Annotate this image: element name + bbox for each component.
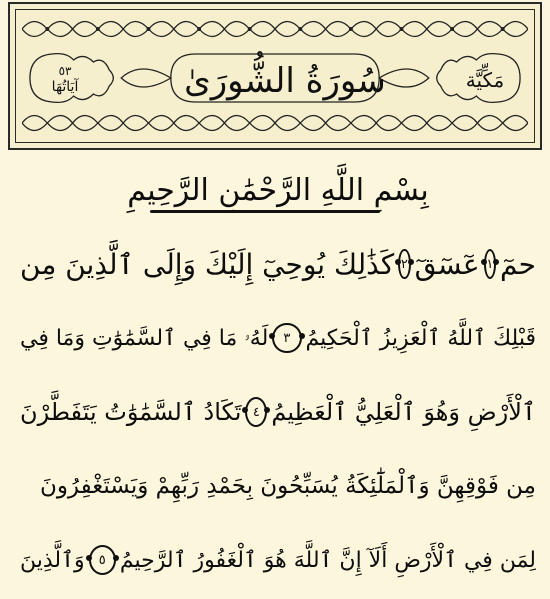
bottom-ornament-band bbox=[22, 106, 528, 140]
text-line-4 bbox=[20, 454, 536, 518]
line-1-segment-1: حمٓ bbox=[500, 247, 536, 281]
line-5-segment-2: وَٱلَّذِينَ bbox=[20, 547, 85, 573]
quran-text-body bbox=[20, 158, 536, 599]
line-2-segment-2: لَهُۥ مَا فِي ٱلسَّمَٰوَٰتِ وَمَا فِي bbox=[20, 325, 269, 351]
kashida-stroke bbox=[150, 210, 380, 213]
ayah-number-marker: ٤ bbox=[245, 397, 267, 427]
verse-count-number: ٥٣ bbox=[58, 64, 72, 79]
surah-header-frame bbox=[8, 2, 542, 150]
verse-count-label bbox=[30, 60, 100, 100]
line-5-segment-1: لِمَن فِي ٱلْأَرْضِ أَلَآ إِنَّ ٱللَّهَ هُوَ ٱلْغَفُورُ ٱلرَّحِيمُ bbox=[119, 547, 536, 573]
line-3-segment-1: ٱلْأَرْضِ وَهُوَ ٱلْعَلِيُّ ٱلْعَظِيمُ bbox=[271, 398, 536, 426]
ayah-number-marker: ١ bbox=[484, 249, 496, 279]
basmala-text: بِسْمِ اللَّهِ الرَّحْمَٰنِ الرَّحِيمِ bbox=[127, 172, 429, 208]
line-1-segment-2: عٓسٓقٓ bbox=[414, 247, 480, 281]
ayah-number-marker: ٥ bbox=[89, 545, 116, 575]
verse-count-text: آيَاتُهَا bbox=[51, 78, 79, 95]
ornament-pattern-icon bbox=[22, 12, 528, 46]
line-2-segment-1: قَبْلِكَ ٱللَّهُ ٱلْعَزِيزُ ٱلْحَكِيمُ bbox=[305, 325, 536, 351]
line-3-segment-2: تَكَادُ ٱلسَّمَٰوَٰتُ يَتَفَطَّرْنَ bbox=[20, 398, 242, 426]
surah-title: سُورَةُ الشُّورَىٰ bbox=[184, 61, 386, 101]
text-line-2 bbox=[20, 306, 536, 370]
text-line-3 bbox=[20, 380, 536, 444]
revelation-type-label: مَكِّيَّة bbox=[465, 68, 505, 92]
line-4-segment-1: مِن فَوْقِهِنَّ وَٱلْمَلَٰٓئِكَةُ يُسَبِّحُونَ بِحَمْدِ رَبِّهِمْ وَيَسْتَغْفِرُونَ bbox=[39, 473, 536, 499]
top-ornament-band bbox=[22, 12, 528, 46]
ayah-number-marker: ٢ bbox=[398, 249, 410, 279]
ornament-pattern-icon bbox=[22, 106, 528, 140]
ayah-number-marker: ٣ bbox=[272, 323, 301, 353]
text-line-1 bbox=[20, 232, 536, 296]
line-1-segment-3: كَذَٰلِكَ يُوحِيٓ إِلَيْكَ وَإِلَى ٱلَّذِينَ مِن bbox=[20, 247, 395, 281]
text-line-5 bbox=[20, 528, 536, 592]
